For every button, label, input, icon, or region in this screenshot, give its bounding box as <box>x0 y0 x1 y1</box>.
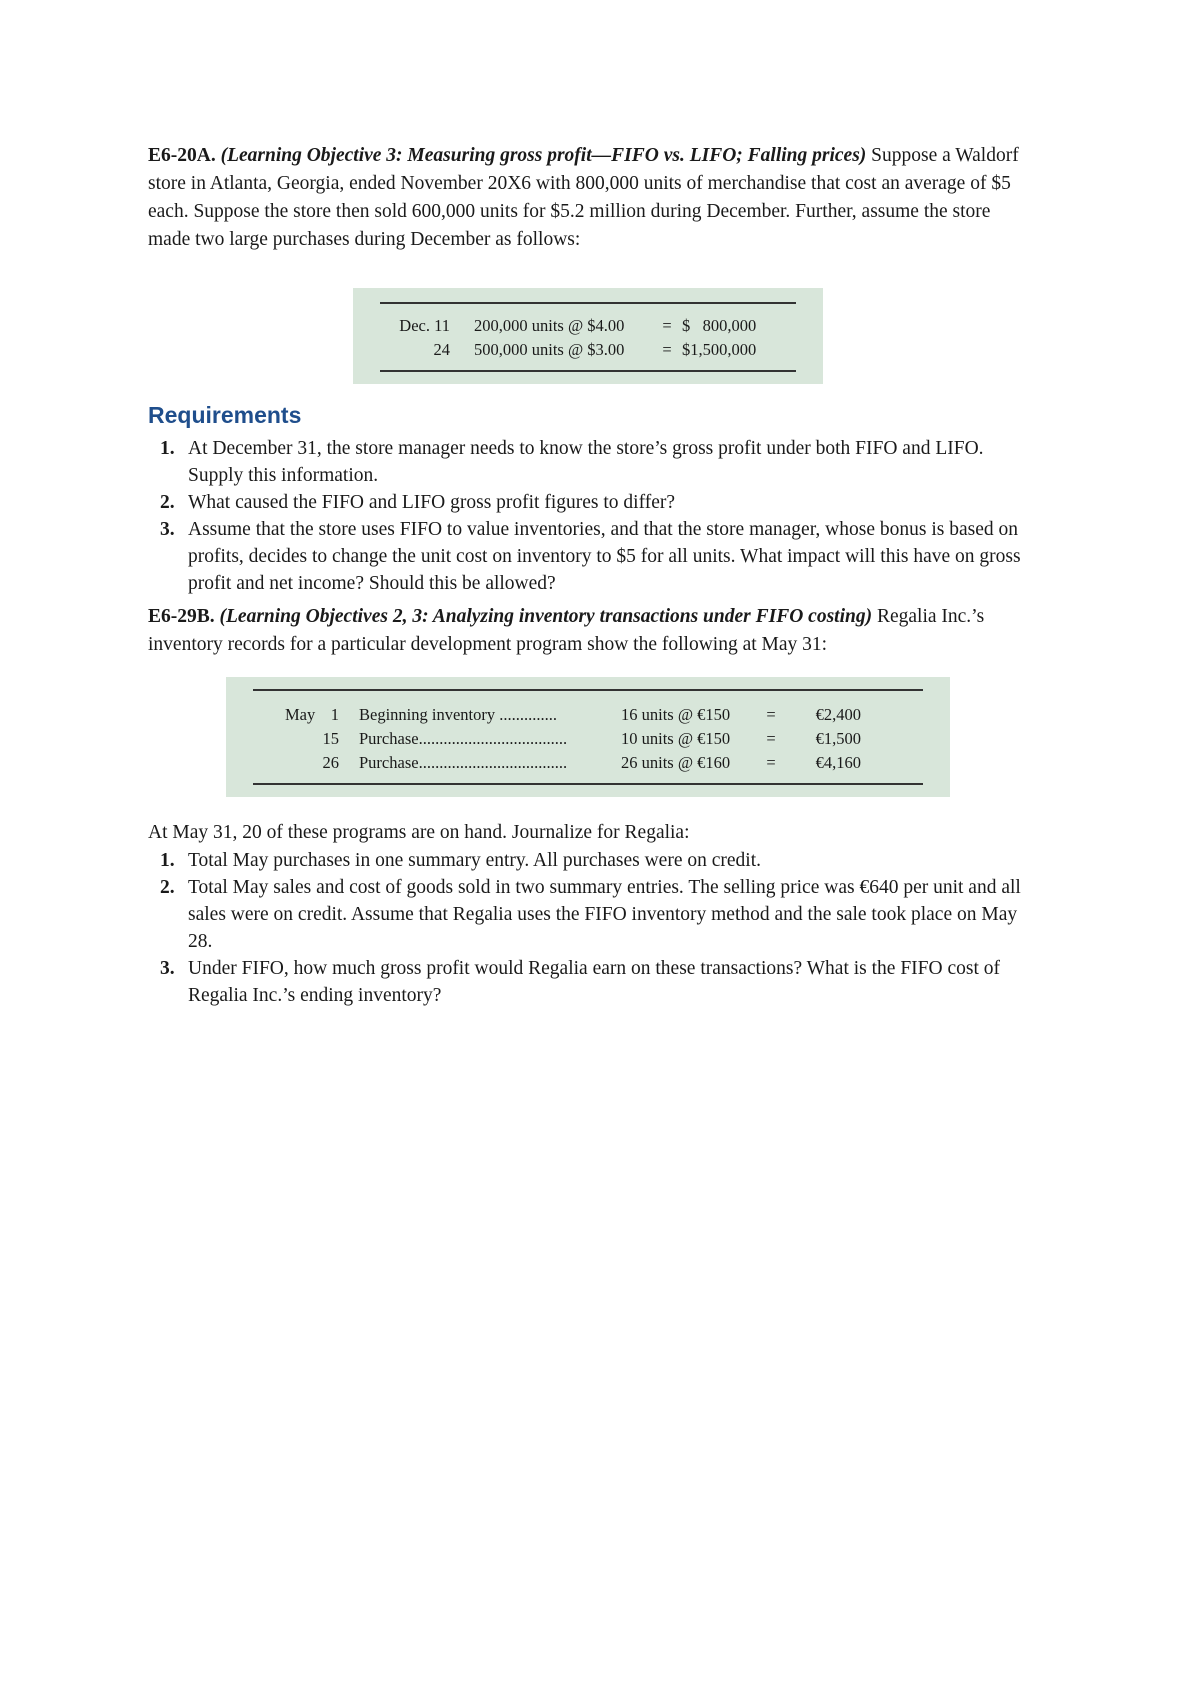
table-row <box>398 338 772 362</box>
item-number: 3. <box>160 519 175 540</box>
row-month: May <box>285 705 316 724</box>
row-amount: $1,500,000 <box>682 340 757 359</box>
row-equals: = <box>662 316 672 335</box>
row-month <box>285 727 319 751</box>
row-equals: = <box>662 340 672 359</box>
table-row <box>285 727 861 751</box>
row-description: 500,000 units @ $3.00 <box>474 340 625 359</box>
item-number: 3. <box>160 958 175 979</box>
purchases-table-grid <box>398 314 772 362</box>
row-description: 200,000 units @ $4.00 <box>474 316 625 335</box>
exercise-body: Suppose a Waldorf store in Atlanta, Georgia, ended November 20X6 with 800,000 units of merchandise that cost an average of $5 each. Suppose the store then sold 600,000 units for $5.2 million during December. Further, assume the store made two large purchases during December as follows: <box>148 145 1019 250</box>
row-quantity: 26 units @ €160 <box>621 753 731 772</box>
table-top-rule <box>380 302 796 304</box>
item-number: 1. <box>160 850 175 871</box>
table-bottom-rule <box>253 783 923 785</box>
list-item <box>148 955 1028 1009</box>
item-number: 2. <box>160 877 175 898</box>
table-row <box>285 751 861 775</box>
row-day: 26 <box>322 753 339 772</box>
table-row <box>398 314 772 338</box>
row-day: 1 <box>330 705 339 724</box>
item-text: Assume that the store uses FIFO to value inventories, and that the store manager, whose bonus is based on profits, decides to change the unit cost on inventory to $5 for all units. What impact will this have on gross profit and net income? Should this be allowed? <box>188 519 1021 594</box>
item-text: At December 31, the store manager needs to know the store’s gross profit under both FIFO and LIFO. Supply this information. <box>188 438 984 486</box>
item-number: 1. <box>160 438 175 459</box>
purchases-table <box>353 288 823 384</box>
row-description: Beginning inventory .............. <box>359 705 557 724</box>
row-equals: = <box>766 729 776 748</box>
list-item <box>148 847 1028 874</box>
list-item <box>148 874 1028 955</box>
journalize-intro: At May 31, 20 of these programs are on hand. Journalize for Regalia: <box>148 822 690 843</box>
list-item <box>148 516 1028 597</box>
table-top-rule <box>253 689 923 691</box>
exercise-body: Regalia Inc.’s inventory records for a particular development program show the following at May 31: <box>148 606 985 655</box>
item-text: Total May sales and cost of goods sold in two summary entries. The selling price was €640 per unit and all sales were on credit. Assume that Regalia uses the FIFO inventory method and the sale took place on May 28. <box>188 877 1021 952</box>
exercise-objective: (Learning Objective 3: Measuring gross profit—FIFO vs. LIFO; Falling prices) <box>220 145 867 166</box>
row-quantity: 10 units @ €150 <box>621 729 731 748</box>
inventory-records-grid <box>285 703 861 775</box>
exercise-e6-20a <box>148 142 1028 254</box>
row-date: Dec. 11 <box>399 316 450 335</box>
row-equals: = <box>766 705 776 724</box>
exercise-number: E6-20A. <box>148 145 216 166</box>
journalize-list <box>148 847 1028 1009</box>
row-day: 15 <box>322 729 339 748</box>
requirements-list <box>148 435 1028 597</box>
item-text: What caused the FIFO and LIFO gross profit figures to differ? <box>188 492 676 513</box>
table-row <box>285 703 861 727</box>
exercise-objective: (Learning Objectives 2, 3: Analyzing inventory transactions under FIFO costing) <box>219 606 873 627</box>
requirements-heading: Requirements <box>148 402 302 428</box>
exercise-e6-29b <box>148 603 1028 659</box>
row-amount: €4,160 <box>815 753 861 772</box>
row-description: Purchase.................................... <box>359 729 568 748</box>
list-item <box>148 489 1028 516</box>
row-quantity: 16 units @ €150 <box>621 705 731 724</box>
row-date: 24 <box>433 340 450 359</box>
row-amount: €2,400 <box>815 705 861 724</box>
list-item <box>148 435 1028 489</box>
row-equals: = <box>766 753 776 772</box>
item-number: 2. <box>160 492 175 513</box>
item-text: Total May purchases in one summary entry. All purchases were on credit. <box>188 850 761 871</box>
table-bottom-rule <box>380 370 796 372</box>
document-page <box>148 142 1028 1009</box>
row-amount: €1,500 <box>815 729 861 748</box>
item-text: Under FIFO, how much gross profit would Regalia earn on these transactions? What is the FIFO cost of Regalia Inc.’s ending inventory? <box>188 958 1000 1006</box>
row-month <box>285 751 319 775</box>
row-amount: $ 800,000 <box>682 316 757 335</box>
row-description: Purchase.................................... <box>359 753 568 772</box>
exercise-number: E6-29B. <box>148 606 215 627</box>
inventory-records-table <box>226 677 950 797</box>
